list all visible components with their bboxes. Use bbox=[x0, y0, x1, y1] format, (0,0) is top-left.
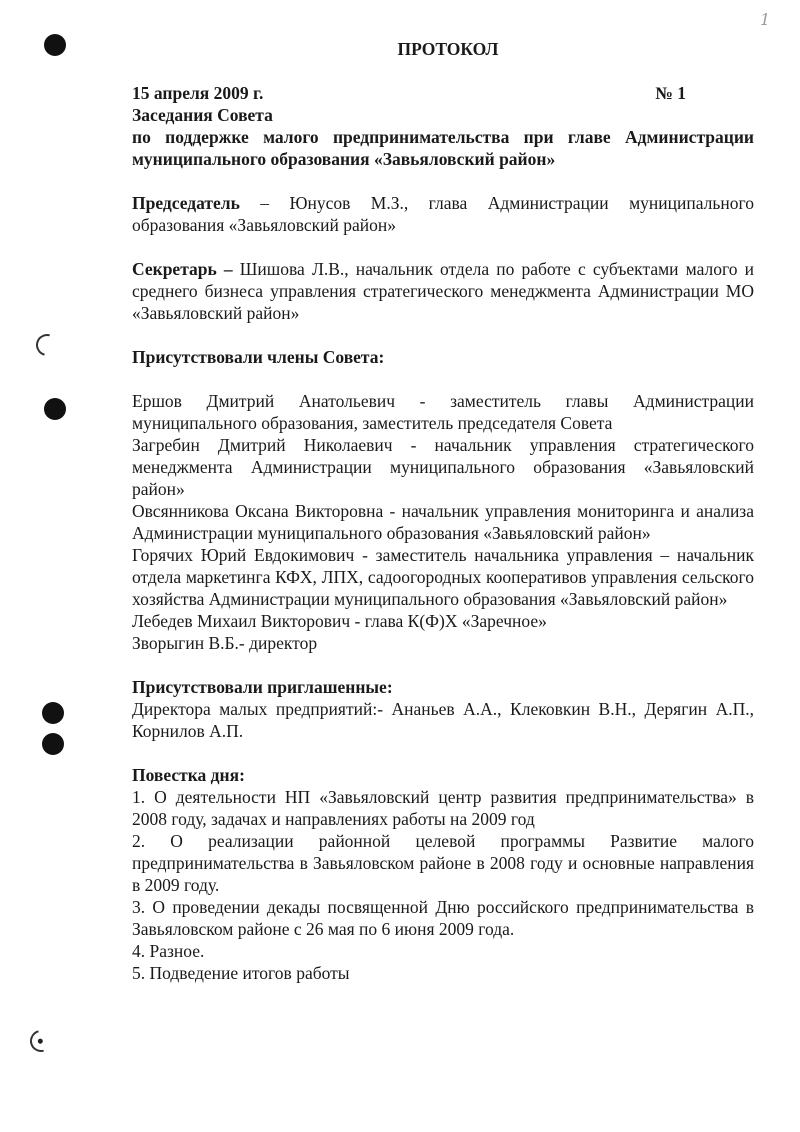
date-number-line bbox=[132, 82, 754, 104]
invited-title: Присутствовали приглашенные: bbox=[132, 677, 393, 697]
punch-hole-mark bbox=[42, 702, 64, 724]
page-corner-mark: 1 bbox=[760, 10, 771, 29]
punch-hole-mark bbox=[42, 733, 64, 755]
member-item: Овсянникова Оксана Викторовна - начальник управления мониторинга и анализа Администрации муниципального образования «Завьяловский район» bbox=[132, 501, 754, 543]
member-item: Загребин Дмитрий Николаевич - начальник управления стратегического менеджмента Администрации муниципального образования «Завьяловский район» bbox=[132, 435, 754, 499]
secretary-text: Шишова Л.В., начальник отдела по работе с субъектами малого и среднего бизнеса управления стратегического менеджмента Администрации МО «Завьяловский район» bbox=[132, 259, 754, 323]
meeting-title-line1: Заседания Совета bbox=[132, 105, 273, 125]
secretary-paragraph bbox=[132, 258, 754, 324]
members-title: Присутствовали члены Совета: bbox=[132, 347, 385, 367]
agenda-item: 1. О деятельности НП «Завьяловский центр развития предпринимательства» в 2008 году, задачах и направлениях работы на 2009 год bbox=[132, 787, 754, 829]
protocol-number: № 1 bbox=[655, 83, 686, 103]
chairman-label: Председатель bbox=[132, 193, 240, 213]
document-body bbox=[132, 38, 754, 984]
agenda-item: 3. О проведении декады посвященной Дню российского предпринимательства в Завьяловском районе с 26 мая по 6 июня 2009 года. bbox=[132, 897, 754, 939]
chairman-text: – Юнусов М.З., глава Администрации муниципального образования «Завьяловский район» bbox=[132, 193, 754, 235]
document-title: ПРОТОКОЛ bbox=[397, 39, 499, 59]
scan-artifact-mark bbox=[32, 330, 62, 360]
agenda-item: 2. О реализации районной целевой программы Развитие малого предпринимательства в Завьяловском районе в 2008 году и основные направления в 2009 году. bbox=[132, 831, 754, 895]
agenda-title: Повестка дня: bbox=[132, 765, 245, 785]
chairman-paragraph bbox=[132, 192, 754, 236]
invited-text: Директора малых предприятий:- Ананьев А.А., Клековкин В.Н., Дерягин А.П., Корнилов А.П. bbox=[132, 699, 754, 741]
punch-hole-mark bbox=[44, 398, 66, 420]
member-item: Зворыгин В.Б.- директор bbox=[132, 633, 318, 653]
member-item: Горячих Юрий Евдокимович - заместитель начальника управления – начальник отдела маркетинга КФХ, ЛПХ, садоогородных кооперативов управления сельского хозяйства Администрации муниципального образования «Завьяловский район» bbox=[132, 545, 754, 609]
member-item: Лебедев Михаил Викторович - глава К(Ф)Х «Заречное» bbox=[132, 611, 547, 631]
secretary-label: Секретарь – bbox=[132, 259, 233, 279]
member-item: Ершов Дмитрий Анатольевич - заместитель главы Администрации муниципального образования, заместитель председателя Совета bbox=[132, 391, 754, 433]
punch-hole-mark bbox=[44, 34, 66, 56]
meeting-title-line2: по поддержке малого предпринимательства при главе Администрации муниципального образования «Завьяловский район» bbox=[132, 127, 754, 169]
agenda-item: 5. Подведение итогов работы bbox=[132, 963, 350, 983]
agenda-item: 4. Разное. bbox=[132, 941, 205, 961]
meeting-date: 15 апреля 2009 г. bbox=[132, 83, 264, 103]
scan-artifact-mark bbox=[26, 1026, 56, 1056]
